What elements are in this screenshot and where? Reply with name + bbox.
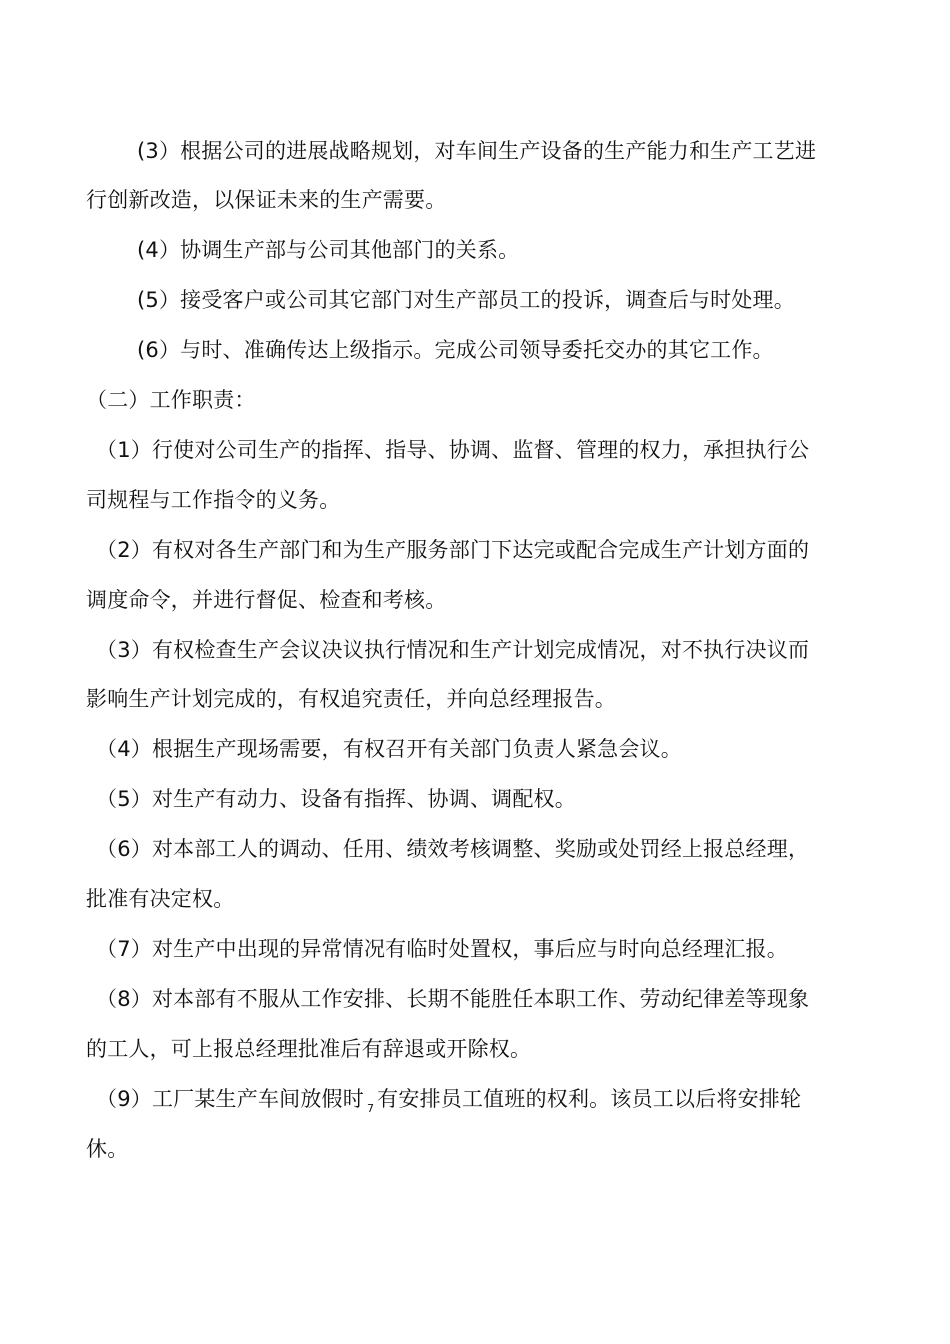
duty-2-line-1: （2）有权对各生产部门和为生产服务部门下达完或配合完成生产计划方面的 [96, 538, 810, 562]
duty-7: （7）对生产中出现的异常情况有临时处置权，事后应与时向总经理汇报。 [96, 937, 788, 961]
duty-1-line-1: （1）行使对公司生产的指挥、指导、协调、监督、管理的权力，承担执行公 [96, 438, 810, 462]
duty-9-subscript: 7 [366, 1102, 375, 1115]
paragraph-4: (4）协调生产部与公司其他部门的关系。 [137, 238, 520, 262]
section-heading: （二）工作职责： [86, 388, 256, 412]
paragraph-6: (6）与时、准确传达上级指示。完成公司领导委托交办的其它工作。 [137, 338, 774, 362]
duty-5: （5）对生产有动力、设备有指挥、协调、调配权。 [96, 787, 576, 811]
duty-2-line-2: 调度命令，并进行督促、检查和考核。 [86, 588, 447, 612]
duty-8-line-2: 的工人，可上报总经理批准后有辞退或开除权。 [86, 1037, 532, 1061]
duty-3-line-2: 影响生产计划完成的，有权追究责任，并向总经理报告。 [86, 687, 616, 711]
duty-8-line-1: （8）对本部有不服从工作安排、长期不能胜任本职工作、劳动纪律差等现象 [96, 987, 810, 1011]
duty-9-line-1 [96, 1084, 801, 1124]
paragraph-5: (5）接受客户或公司其它部门对生产部员工的投诉，调查后与时处理。 [137, 288, 795, 312]
paragraph-3-line-2: 行创新改造，以保证未来的生产需要。 [86, 188, 447, 212]
duty-3-line-1: （3）有权检查生产会议决议执行情况和生产计划完成情况，对不执行决议而 [96, 638, 810, 662]
duty-4: （4）根据生产现场需要，有权召开有关部门负责人紧急会议。 [96, 737, 682, 761]
duty-9-line-2: 休。 [86, 1137, 129, 1161]
duty-6-line-1: （6）对本部工人的调动、任用、绩效考核调整、奖励或处罚经上报总经理， [96, 837, 810, 861]
duty-6-line-2: 批准有决定权。 [86, 887, 235, 911]
duty-1-line-2: 司规程与工作指令的义务。 [86, 488, 341, 512]
duty-9-line-1-part-a: （9）工厂某生产车间放假时 [96, 1087, 364, 1111]
duty-9-line-1-part-b: 有安排员工值班的权利。该员工以后将安排轮 [377, 1087, 802, 1111]
paragraph-3-line-1: (3）根据公司的进展战略规划，对车间生产设备的生产能力和生产工艺进 [137, 139, 817, 163]
